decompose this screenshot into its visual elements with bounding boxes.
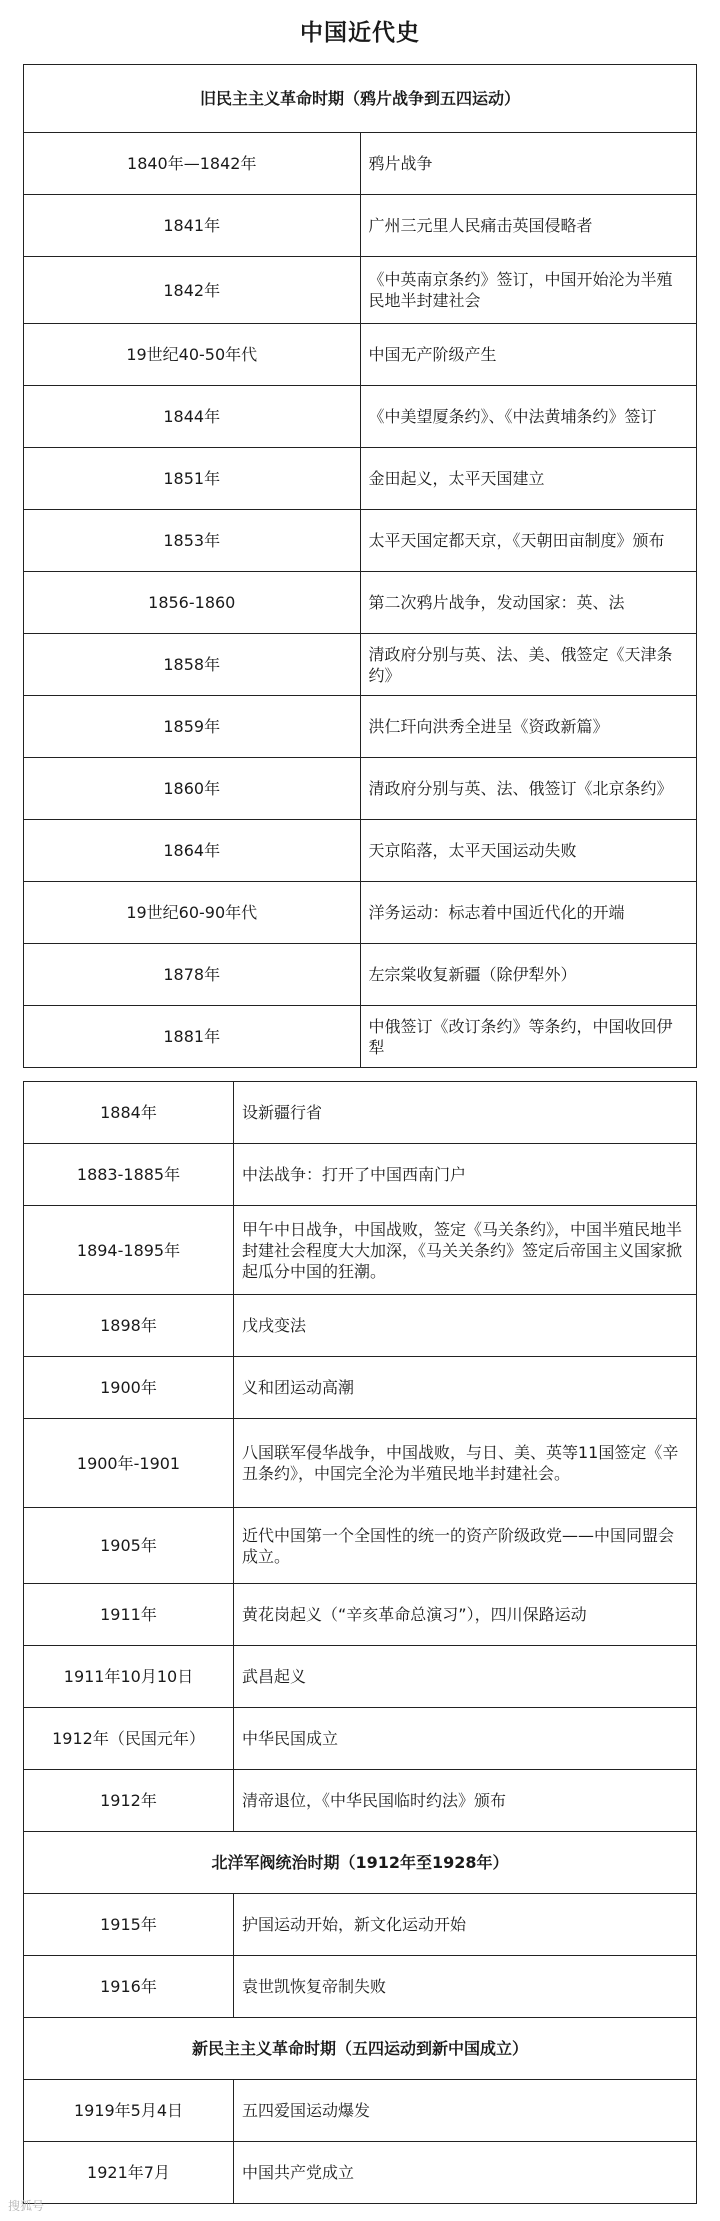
timeline-table-1 <box>23 64 697 1068</box>
event-cell: 鸦片战争 <box>360 133 697 195</box>
year-cell: 1878年 <box>24 944 361 1006</box>
year-cell: 1894-1895年 <box>24 1206 234 1295</box>
table-row <box>24 1295 697 1357</box>
event-cell: 黄花岗起义（“辛亥革命总演习”），四川保路运动 <box>234 1584 697 1646</box>
section-header-row <box>24 65 697 133</box>
year-cell: 1841年 <box>24 195 361 257</box>
table-row <box>24 944 697 1006</box>
table-row <box>24 195 697 257</box>
event-cell: 袁世凯恢复帝制失败 <box>234 1956 697 2018</box>
event-cell: 武昌起义 <box>234 1646 697 1708</box>
year-cell: 1900年 <box>24 1357 234 1419</box>
event-cell: 广州三元里人民痛击英国侵略者 <box>360 195 697 257</box>
table-row <box>24 882 697 944</box>
event-cell: 洪仁玕向洪秀全进呈《资政新篇》 <box>360 696 697 758</box>
table-row <box>24 2142 697 2204</box>
table-row <box>24 1894 697 1956</box>
year-cell: 1881年 <box>24 1006 361 1068</box>
year-cell: 19世纪40-50年代 <box>24 324 361 386</box>
year-cell: 1860年 <box>24 758 361 820</box>
event-cell: 八国联军侵华战争，中国战败，与日、美、英等11国签定《辛丑条约》，中国完全沦为半殖民地半封建社会。 <box>234 1419 697 1508</box>
event-cell: 中俄签订《改订条约》等条约，中国收回伊犁 <box>360 1006 697 1068</box>
section-header-row <box>24 2018 697 2080</box>
event-cell: 近代中国第一个全国性的统一的资产阶级政党——中国同盟会成立。 <box>234 1508 697 1584</box>
table-row <box>24 1508 697 1584</box>
year-cell: 1883-1885年 <box>24 1144 234 1206</box>
year-cell: 1898年 <box>24 1295 234 1357</box>
table-row <box>24 696 697 758</box>
watermark: 搜狐号 <box>8 2199 45 2213</box>
table-row <box>24 1357 697 1419</box>
event-cell: 中国无产阶级产生 <box>360 324 697 386</box>
event-cell: 中国共产党成立 <box>234 2142 697 2204</box>
table-row <box>24 324 697 386</box>
table-row <box>24 1646 697 1708</box>
table-row <box>24 1584 697 1646</box>
table-row <box>24 257 697 324</box>
event-cell: 五四爱国运动爆发 <box>234 2080 697 2142</box>
timeline-table-2 <box>23 1081 697 2204</box>
year-cell: 1884年 <box>24 1082 234 1144</box>
year-cell: 1912年（民国元年） <box>24 1708 234 1770</box>
year-cell: 1905年 <box>24 1508 234 1584</box>
section-title: 北洋军阀统治时期（1912年至1928年） <box>24 1832 697 1894</box>
year-cell: 1859年 <box>24 696 361 758</box>
table-row <box>24 634 697 696</box>
table-row <box>24 1708 697 1770</box>
event-cell: 中法战争：打开了中国西南门户 <box>234 1144 697 1206</box>
year-cell: 1853年 <box>24 510 361 572</box>
event-cell: 《中英南京条约》签订，中国开始沦为半殖民地半封建社会 <box>360 257 697 324</box>
event-cell: 护国运动开始，新文化运动开始 <box>234 1894 697 1956</box>
table-row <box>24 820 697 882</box>
event-cell: 金田起义，太平天国建立 <box>360 448 697 510</box>
year-cell: 19世纪60-90年代 <box>24 882 361 944</box>
event-cell: 清政府分别与英、法、美、俄签定《天津条约》 <box>360 634 697 696</box>
table-row <box>24 448 697 510</box>
table-row <box>24 1956 697 2018</box>
page-title: 中国近代史 <box>300 20 420 46</box>
table-row <box>24 572 697 634</box>
year-cell: 1840年—1842年 <box>24 133 361 195</box>
year-cell: 1921年7月 <box>24 2142 234 2204</box>
year-cell: 1856-1860 <box>24 572 361 634</box>
event-cell: 义和团运动高潮 <box>234 1357 697 1419</box>
event-cell: 洋务运动：标志着中国近代化的开端 <box>360 882 697 944</box>
table-row <box>24 386 697 448</box>
event-cell: 《中美望厦条约》、《中法黄埔条约》签订 <box>360 386 697 448</box>
table-row <box>24 1419 697 1508</box>
year-cell: 1911年 <box>24 1584 234 1646</box>
section-title: 旧民主主义革命时期（鸦片战争到五四运动） <box>24 65 697 133</box>
table-row <box>24 1082 697 1144</box>
year-cell: 1900年-1901 <box>24 1419 234 1508</box>
year-cell: 1858年 <box>24 634 361 696</box>
event-cell: 清政府分别与英、法、俄签订《北京条约》 <box>360 758 697 820</box>
event-cell: 设新疆行省 <box>234 1082 697 1144</box>
table-row <box>24 1770 697 1832</box>
event-cell: 太平天国定都天京，《天朝田亩制度》颁布 <box>360 510 697 572</box>
event-cell: 清帝退位，《中华民国临时约法》颁布 <box>234 1770 697 1832</box>
year-cell: 1844年 <box>24 386 361 448</box>
year-cell: 1916年 <box>24 1956 234 2018</box>
year-cell: 1912年 <box>24 1770 234 1832</box>
section-title: 新民主主义革命时期（五四运动到新中国成立） <box>24 2018 697 2080</box>
event-cell: 天京陷落，太平天国运动失败 <box>360 820 697 882</box>
year-cell: 1911年10月10日 <box>24 1646 234 1708</box>
table-row <box>24 758 697 820</box>
year-cell: 1851年 <box>24 448 361 510</box>
event-cell: 左宗棠收复新疆（除伊犁外） <box>360 944 697 1006</box>
event-cell: 甲午中日战争，中国战败，签定《马关条约》，中国半殖民地半封建社会程度大大加深，《马关关条约》签定后帝国主义国家掀起瓜分中国的狂潮。 <box>234 1206 697 1295</box>
section-header-row <box>24 1832 697 1894</box>
table-row <box>24 133 697 195</box>
table-row <box>24 2080 697 2142</box>
table-row <box>24 1006 697 1068</box>
event-cell: 第二次鸦片战争，发动国家：英、法 <box>360 572 697 634</box>
table-row <box>24 1144 697 1206</box>
year-cell: 1919年5月4日 <box>24 2080 234 2142</box>
table-row <box>24 510 697 572</box>
table-row <box>24 1206 697 1295</box>
year-cell: 1864年 <box>24 820 361 882</box>
year-cell: 1915年 <box>24 1894 234 1956</box>
year-cell: 1842年 <box>24 257 361 324</box>
event-cell: 戊戌变法 <box>234 1295 697 1357</box>
event-cell: 中华民国成立 <box>234 1708 697 1770</box>
